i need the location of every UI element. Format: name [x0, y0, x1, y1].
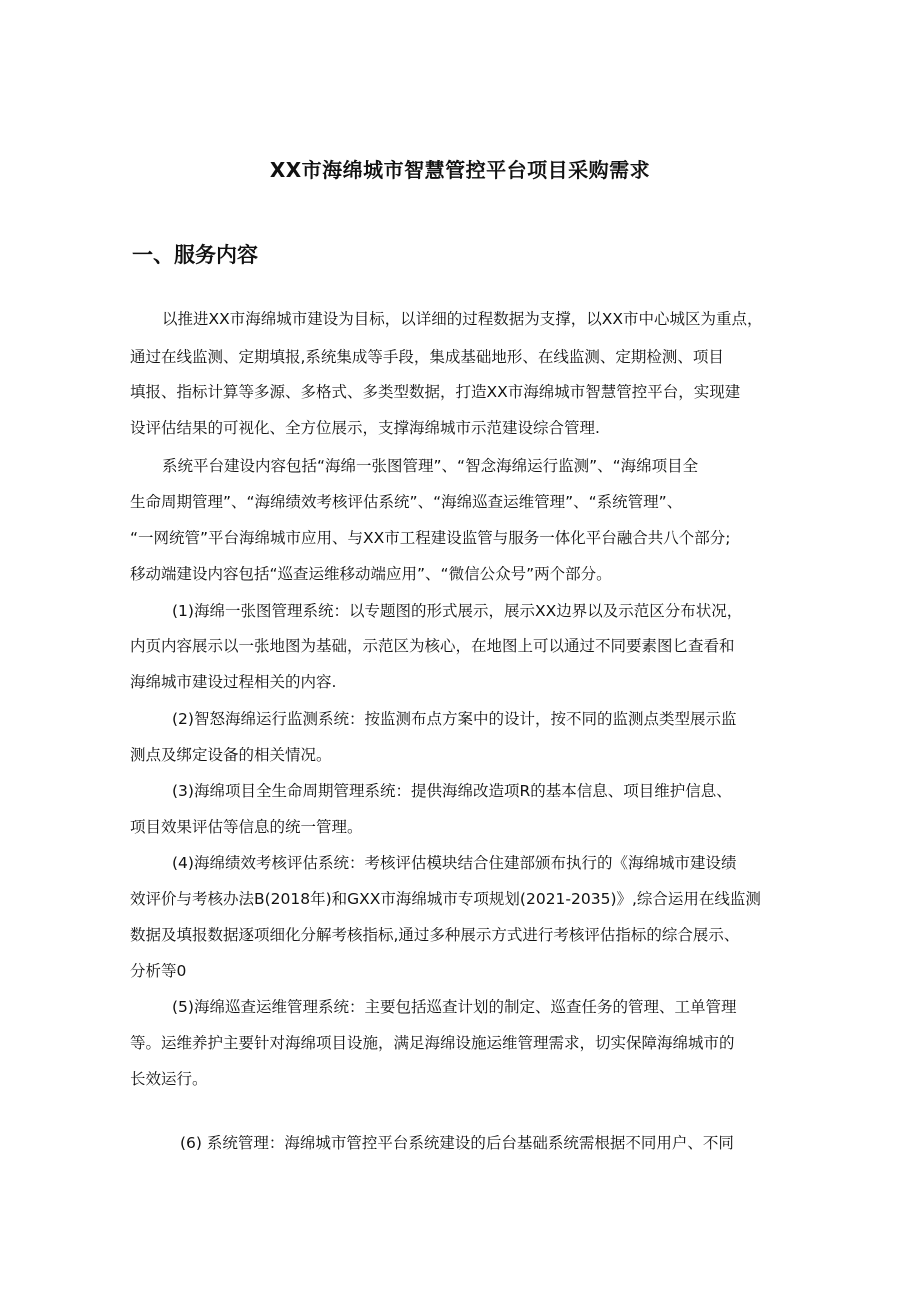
paragraph-line: 生命周期管理”、“海绵绩效考核评估系统”、“海绵巡查运维管理”、“系统管理”、 [130, 493, 683, 511]
paragraph-line: 设评估结果的可视化、全方位展示，支撑海绵城市示范建设综合管理. [130, 419, 600, 437]
paragraph-line: (5)海绵巡查运维管理系统：主要包括巡查计划的制定、巡查任务的管理、工单管理 [172, 998, 737, 1016]
section-heading: 一、服务内容 [132, 243, 258, 267]
paragraph-line: 分析等0 [130, 962, 187, 980]
paragraph-line: 移动端建设内容包括“巡查运维移动端应用”、“微信公众号”两个部分。 [130, 565, 612, 583]
paragraph-line: (3)海绵项目全生命周期管理系统：提供海绵改造项R的基本信息、项目维护信息、 [172, 782, 732, 800]
document-title: XX市海绵城市智慧管控平台项目采购需求 [269, 158, 651, 182]
paragraph-line: 通过在线监测、定期填报,系统集成等手段，集成基础地形、在线监测、定期检测、项目 [130, 348, 724, 366]
paragraph-line: 测点及绑定设备的相关情况。 [130, 746, 332, 764]
paragraph-line: 填报、指标计算等多源、多格式、多类型数据，打造XX市海绵城市智慧管控平台，实现建 [130, 383, 741, 401]
paragraph-line: 长效运行。 [130, 1070, 208, 1088]
paragraph-line: 等。运维养护主要针对海绵项目设施，满足海绵设施运维管理需求，切实保障海绵城市的 [130, 1034, 735, 1052]
paragraph-line: 项目效果评估等信息的统一管理。 [130, 818, 363, 836]
paragraph-line: (6) 系统管理：海绵城市管控平台系统建设的后台基础系统需根据不同用户、不同 [180, 1134, 734, 1152]
paragraph-line: 海绵城市建设过程相关的内容. [130, 673, 337, 691]
paragraph-line: 系统平台建设内容包括“海绵一张图管理”、“智念海绵运行监测”、“海绵项目全 [162, 457, 699, 475]
paragraph-line: (2)智怒海绵运行监测系统：按监测布点方案中的设计，按不同的监测点类型展示监 [172, 710, 737, 728]
paragraph-line: (1)海绵一张图管理系统：以专题图的形式展示，展示XX边界以及示范区分布状况， [172, 602, 743, 620]
paragraph-line: (4)海绵绩效考核评估系统：考核评估模块结合住建部颁布执行的《海绵城市建设绩 [172, 854, 737, 872]
paragraph-line: 以推进XX市海绵城市建设为目标，以详细的过程数据为支撑，以XX市中心城区为重点， [162, 310, 763, 328]
paragraph-line: 内页内容展示以一张地图为基础，示范区为核心，在地图上可以通过不同要素图匕查看和 [130, 637, 735, 655]
paragraph-line: 数据及填报数据逐项细化分解考核指标,通过多种展示方式进行考核评估指标的综合展示、 [130, 926, 740, 944]
paragraph-line: “一网统管”平台海绵城市应用、与XX市工程建设监管与服务一体化平台融合共八个部分; [130, 529, 731, 547]
paragraph-line: 效评价与考核办法B(2018年)和GXX市海绵城市专项规划(2021-2035)》,综合运用在线监测 [130, 890, 761, 908]
